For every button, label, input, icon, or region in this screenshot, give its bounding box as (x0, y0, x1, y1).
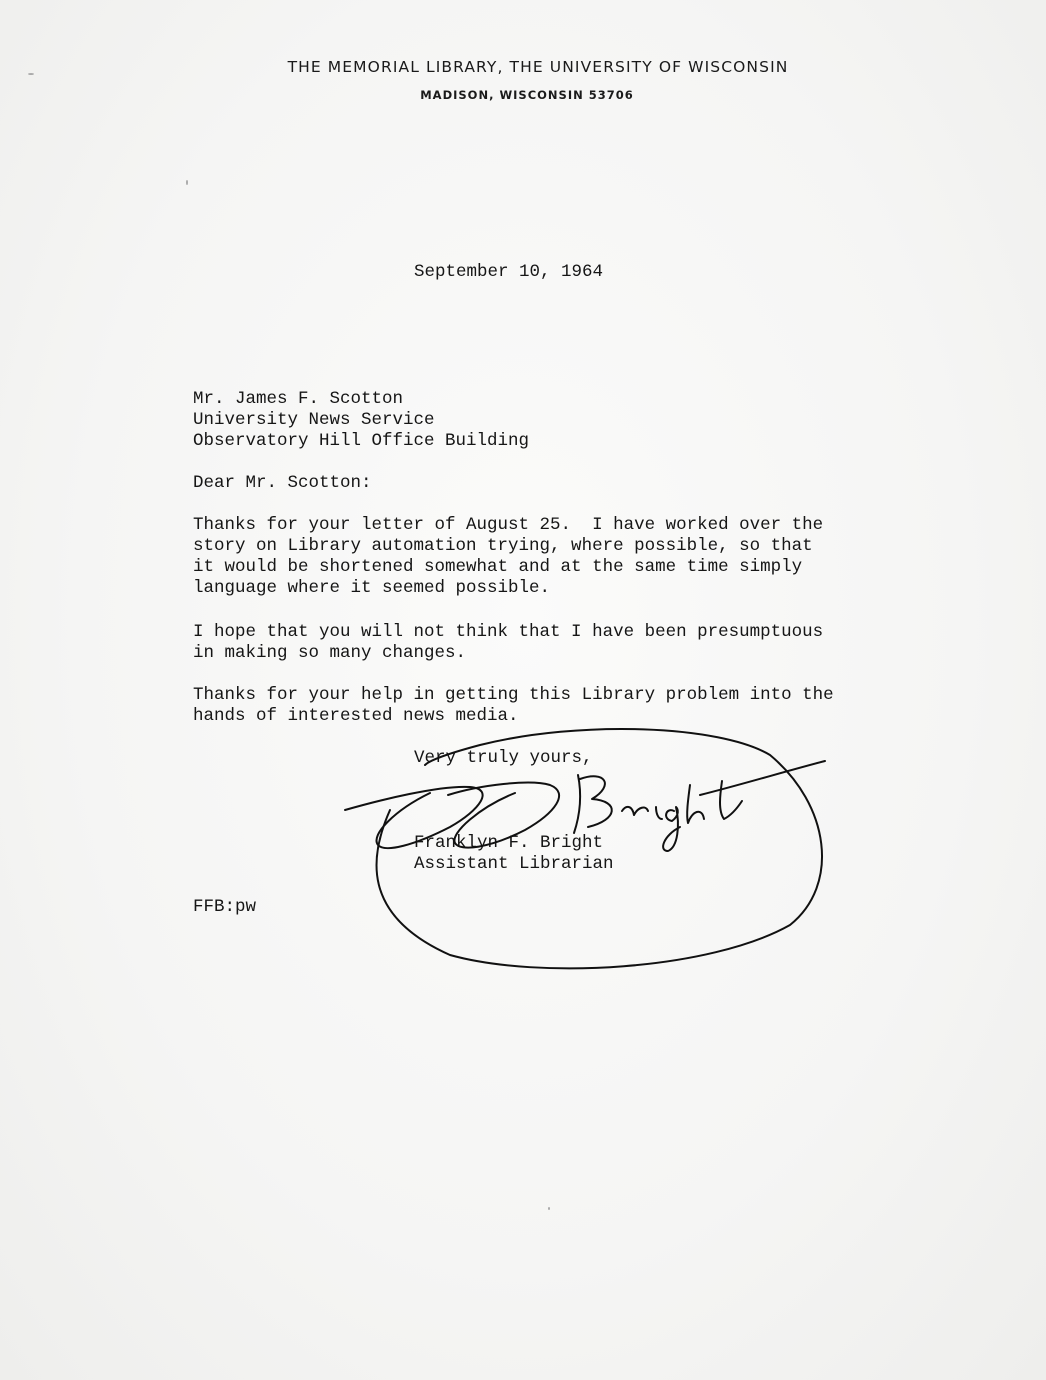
letter-date: September 10, 1964 (414, 262, 604, 282)
scan-speck (548, 1207, 550, 1210)
recipient-name: Mr. James F. Scotton (193, 389, 404, 409)
reference-initials: FFB:pw (193, 897, 257, 917)
recipient-block (193, 389, 529, 452)
scan-speck (186, 180, 188, 185)
scan-speck (28, 73, 34, 75)
body-paragraph-1: Thanks for your letter of August 25. I have worked over the story on Library automation trying, where possible, so that it would be shortened somewhat and at the same time simply language where it seemed possible. (193, 515, 824, 598)
recipient-building: Observatory Hill Office Building (193, 431, 530, 451)
letterhead-institution: THE MEMORIAL LIBRARY, THE UNIVERSITY OF WISCONSIN (287, 58, 789, 76)
signer-name: Franklyn F. Bright (414, 833, 604, 853)
body-paragraph-2: I hope that you will not think that I have been presumptuous in making so many changes. (193, 622, 824, 663)
handwritten-signature (330, 715, 840, 975)
signer-title: Assistant Librarian (414, 854, 614, 874)
body-paragraph-3: Thanks for your help in getting this Library problem into the hands of interested news media. (193, 685, 834, 726)
salutation: Dear Mr. Scotton: (193, 473, 372, 493)
complimentary-closing: Very truly yours, (414, 748, 593, 768)
recipient-organization: University News Service (193, 410, 435, 430)
letterhead-address: MADISON, WISCONSIN 53706 (420, 88, 634, 102)
